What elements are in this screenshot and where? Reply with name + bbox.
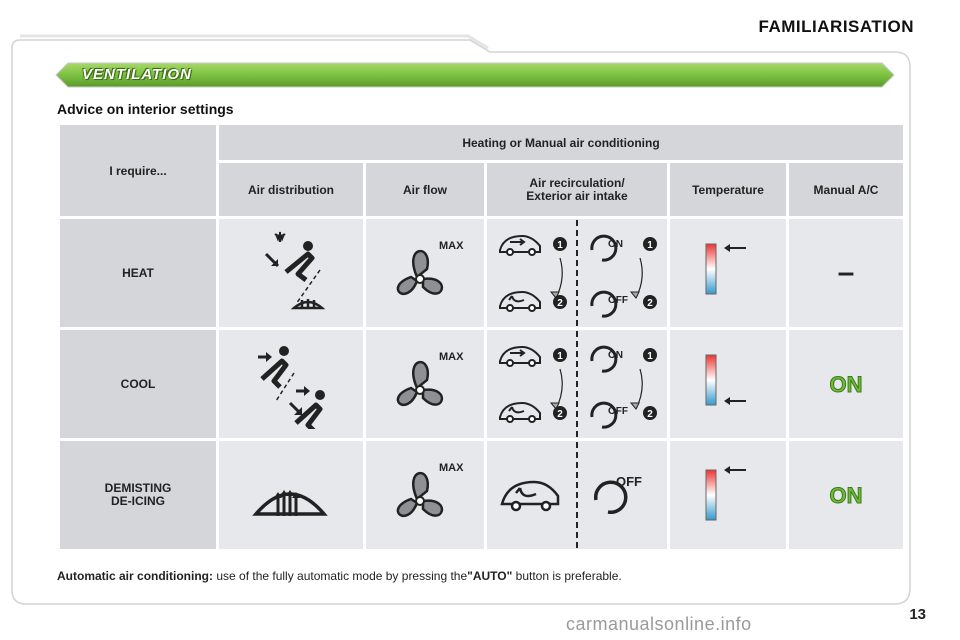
- step-two-badge: 2: [557, 409, 563, 420]
- air-distribution-demisting: [219, 441, 363, 549]
- group-header: Heating or Manual air conditioning: [219, 125, 903, 160]
- step-two-badge: 2: [557, 298, 563, 309]
- section-title: VENTILATION: [82, 66, 192, 83]
- temperature-cool: [670, 330, 786, 438]
- recirc-off-label: OFF: [608, 295, 628, 306]
- recirc-off-label: OFF: [616, 474, 642, 489]
- max-label: MAX: [439, 351, 464, 363]
- ac-on-label: ON: [829, 483, 863, 508]
- row-label-heat: HEAT: [60, 219, 216, 327]
- ac-on-indicator: [816, 369, 876, 399]
- step-two-badge: 2: [647, 298, 653, 309]
- require-header: I require...: [60, 125, 216, 216]
- column-header-recirculation-line2: Exterior air intake: [526, 188, 628, 203]
- temperature-gauge-icon: [698, 460, 758, 530]
- seat-air-icon: [236, 339, 346, 429]
- step-two-badge: 2: [647, 409, 653, 420]
- subtitle: Advice on interior settings: [57, 101, 234, 117]
- arrow-left-icon: [724, 466, 746, 474]
- footer-note-text: use of the fully automatic mode by pressing the: [213, 569, 468, 583]
- temperature-gauge-icon: [698, 349, 758, 419]
- column-header-recirculation-line1: Air recirculation/: [529, 175, 625, 190]
- table-row-demisting: [60, 441, 903, 549]
- car-exterior-air-icon: [502, 482, 558, 504]
- recirculation-heat: [487, 219, 667, 327]
- recirc-off-label: OFF: [608, 406, 628, 417]
- column-header-manual-ac: Manual A/C: [789, 163, 903, 216]
- footer-note-text-end: button is preferable.: [512, 569, 622, 583]
- recirculation-cool: [487, 330, 667, 438]
- arrow-left-icon: [724, 244, 746, 252]
- footer-note-auto: "AUTO": [467, 569, 513, 583]
- recirculation-diagram: [488, 442, 666, 548]
- fan-icon: [383, 457, 467, 533]
- fan-icon: [383, 235, 467, 311]
- row-label-cool: COOL: [60, 330, 216, 438]
- column-header-temperature: Temperature: [670, 163, 786, 216]
- step-one-badge: 1: [647, 240, 653, 251]
- air-flow-cool: [366, 330, 484, 438]
- page-number: 13: [909, 606, 926, 623]
- column-header-air-distribution: Air distribution: [219, 163, 363, 216]
- temperature-heat: [670, 219, 786, 327]
- row-label-demisting-line1: DEMISTING: [104, 481, 172, 495]
- max-label: MAX: [439, 240, 464, 252]
- air-flow-heat: [366, 219, 484, 327]
- table-row-cool: [60, 330, 903, 438]
- footer-note-bold: Automatic air conditioning:: [57, 569, 213, 583]
- recirculation-diagram: [488, 220, 666, 326]
- seat-air-icon: [236, 228, 346, 318]
- recirc-on-label: ON: [608, 239, 623, 250]
- air-distribution-cool: [219, 330, 363, 438]
- row-label-demisting-line2: DE-ICING: [111, 494, 165, 508]
- recirculation-demisting: [487, 441, 667, 549]
- watermark: carmanualsonline.info: [566, 614, 752, 634]
- manual-ac-cool: [789, 330, 903, 438]
- temperature-gauge-icon: [698, 238, 758, 308]
- windscreen-demist-icon: [236, 460, 346, 530]
- column-header-air-flow: Air flow: [366, 163, 484, 216]
- manual-ac-demisting: [789, 441, 903, 549]
- temperature-demisting: [670, 441, 786, 549]
- recirc-on-label: ON: [608, 350, 623, 361]
- ac-off-dash: –: [837, 256, 855, 289]
- manual-ac-heat: [789, 219, 903, 327]
- footer-note: [57, 569, 622, 583]
- air-distribution-heat: [219, 219, 363, 327]
- ac-on-label: ON: [829, 372, 863, 397]
- ac-on-indicator: [816, 480, 876, 510]
- table-row-heat: [60, 219, 903, 327]
- arrow-left-icon: [724, 397, 746, 405]
- row-label-demisting: [60, 441, 216, 549]
- air-flow-demisting: [366, 441, 484, 549]
- max-label: MAX: [439, 462, 464, 474]
- fan-icon: [383, 346, 467, 422]
- step-one-badge: 1: [557, 351, 563, 362]
- recirculation-diagram: [488, 331, 666, 437]
- settings-table: [57, 122, 906, 552]
- header-title: FAMILIARISATION: [758, 17, 914, 36]
- step-one-badge: 1: [557, 240, 563, 251]
- column-header-recirculation: [487, 163, 667, 216]
- step-one-badge: 1: [647, 351, 653, 362]
